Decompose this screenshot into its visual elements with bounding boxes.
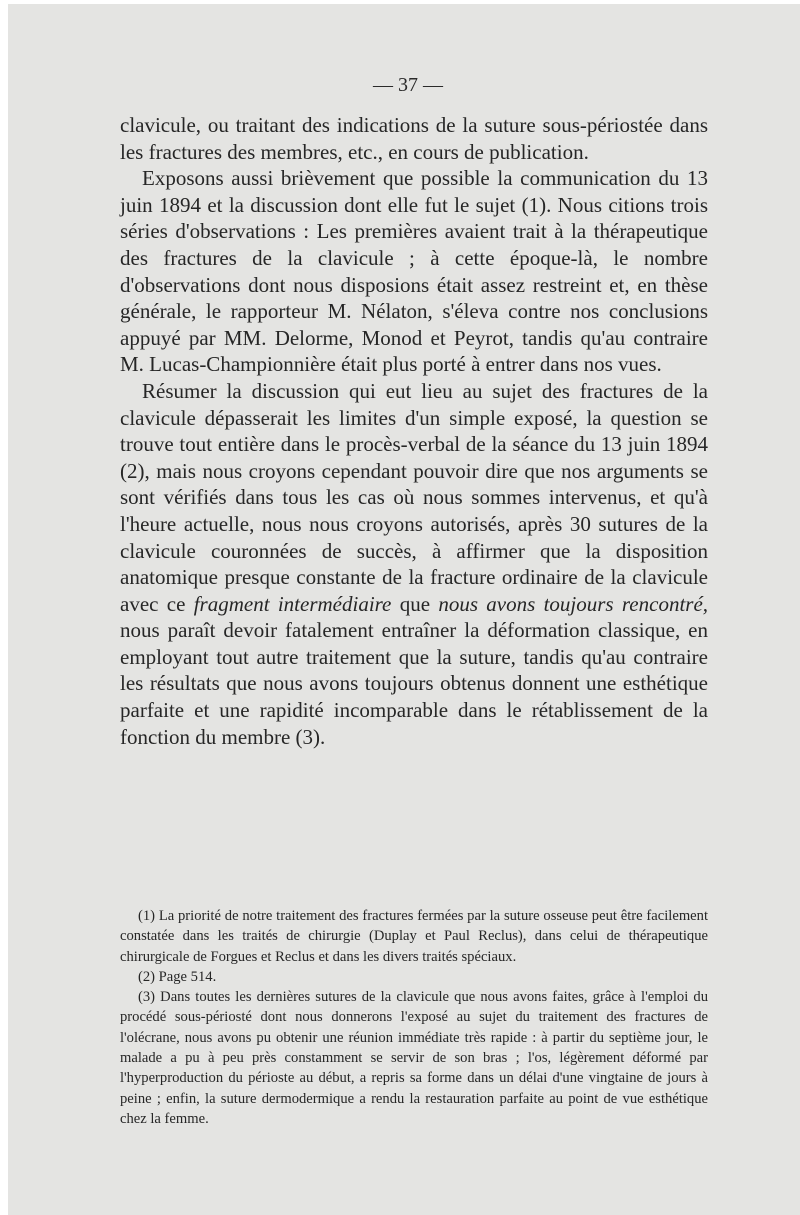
italic-toujours-rencontre: nous avons toujours rencontré, xyxy=(438,591,709,616)
footnote-1: (1) La priorité de notre traitement des fractures fermées par la suture osseuse peut être facilement constatée dans les traités de chirurgie (Duplay et Paul Reclus), dans celui de thérapeutique chirurgicale de Forgues et Reclus et dans les divers traités spéciaux. xyxy=(120,908,708,965)
paragraph-3-part-1: Résumer la discussion qui eut lieu au sujet des fractures de la clavicule dépasserait les limites d'un simple exposé, la question se trouve tout entière dans le procès-verbal de la séance du 13 juin 1894 (2), mais nous croyons cependant pouvoir dire que nos arguments se sont vérifiés dans tous les cas où nous sommes intervenus, et qu'à l'heure actuelle, nous nous croyons autorisés, après 30 sutures de la clavicule couronnées de succès, à affirmer que la disposition anatomique presque constante de la fracture ordinaire de la clavicule avec ce xyxy=(120,378,708,616)
document-page xyxy=(8,4,800,1215)
body-text xyxy=(120,112,708,750)
italic-fragment-intermediaire: fragment intermédiaire xyxy=(193,591,392,616)
footnote-3: (3) Dans toutes les dernières sutures de la clavicule que nous avons faites, grâce à l'emploi du procédé sous-périosté dont nous donnerons l'exposé au sujet du traitement des fractures de l'olécrane, nous avons pu obtenir une réunion immédiate très rapide : à partir du septième jour, le malade a pu à peu près constamment se servir de son bras ; l'os, légèrement déformé par l'hyperproduction du périoste au début, a repris sa forme dans un délai d'une vingtaine de jours à peine ; enfin, la suture dermodermique a rendu la restauration parfaite au point de vue esthétique chez la femme. xyxy=(120,989,708,1127)
paragraph-1: clavicule, ou traitant des indications de la suture sous-périostée dans les fractures des membres, etc., en cours de publication. xyxy=(120,113,708,164)
page-number: — 37 — xyxy=(373,74,443,96)
footnotes xyxy=(120,906,708,1129)
paragraph-3 xyxy=(120,378,708,750)
footnote-2: (2) Page 514. xyxy=(138,968,217,985)
paragraph-2: Exposons aussi brièvement que possible la communication du 13 juin 1894 et la discussion dont elle fut le sujet (1). Nous citions trois séries d'observations : Les premières avaient trait à la thérapeutique des fractures de la clavicule ; à cette époque-là, le nombre d'observations dont nous disposions était assez restreint et, en thèse générale, le rapporteur M. Nélaton, s'éleva contre nos conclusions appuyé par MM. Delorme, Monod et Peyrot, tandis qu'au contraire M. Lucas-Championnière était plus porté à entrer dans nos vues. xyxy=(120,166,708,377)
paragraph-3-part-3: nous paraît devoir fatalement entraîner la déformation classique, en employant tout autre traitement que la suture, tandis qu'au contraire les résultats que nous avons toujours obtenus donnent une esthétique parfaite et une rapidité incomparable dans le rétablissement de la fonction du membre (3). xyxy=(120,618,708,749)
paragraph-3-part-2: que xyxy=(391,591,439,616)
